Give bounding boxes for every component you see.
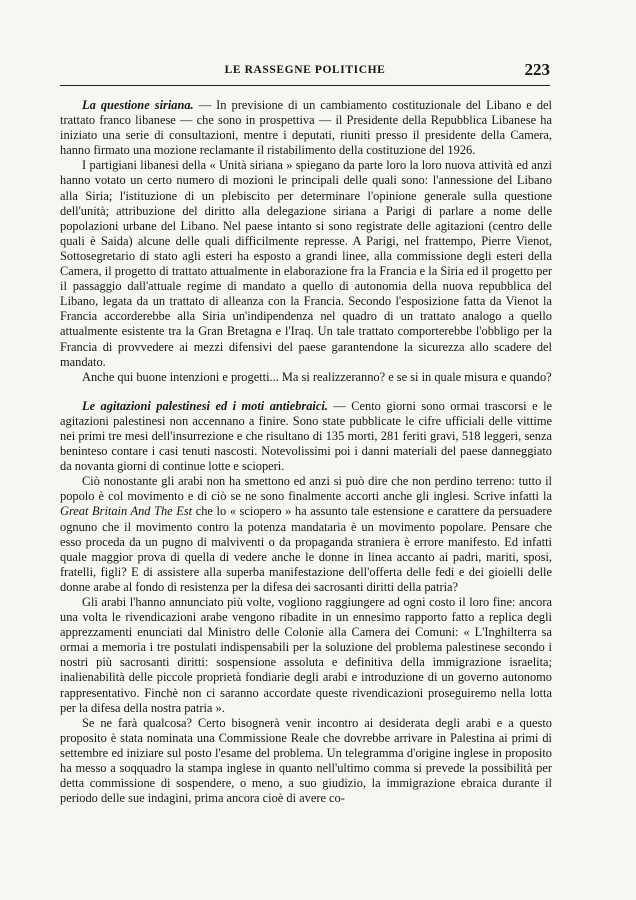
page-header	[60, 60, 550, 82]
paragraph	[60, 399, 552, 474]
paragraph: I partigiani libanesi della « Unità siriana » spiegano da parte loro la loro nuova attività ed anzi hanno votato un certo numero di mozioni le principali delle quali sono: l'annessione del Libano alla Siria; l'istituzione di un plebiscito per determinare l'opinione generale sulla questione dell'unità; attribuzione del diritto alla delegazione siriana a Parigi di parlare a nome delle popolazioni urbane del Libano. Nel paese intanto si sono registrate delle agitazioni (centro delle quali è Saida) alcune delle quali difficilmente represse. A Parigi, nel frattempo, Pierre Vienot, Sottosegretario di stato agli esteri ha esposto a grandi linee, alla commissione degli esteri della Camera, il progetto di trattato attualmente in elaborazione fra la Francia e la Siria ed il progetto per il passaggio dall'attuale regime di mandato a quello di autonomia della nuova repubblica del Libano, legata da un trattato di alleanza con la Francia. Secondo l'esposizione fatta da Vienot la Francia accorderebbe alla Siria un'indipendenza nel quadro di un trattato analogo a quello attualmente esistente tra la Gran Bretagna e l'Iraq. Un tale trattato comporterebbe l'obbligo per la Francia di provvedere ai mezzi difensivi del paese garantendone la sicurezza allo scadere del mandato.	[60, 158, 552, 369]
paragraph: Gli arabi l'hanno annunciato più volte, vogliono raggiungere ad ogni costo il loro fine: ancora una volta le rivendicazioni arabe vengono ribadite in un ennesimo rapporto fatto a replica degli apprezzamenti enunciati dal Ministro delle Colonie alla Camera dei Comuni: « L'Inghilterra sa ormai a memoria i tre postulati indispensabili per la soluzione del problema palestinese secondo i nostri più sacrosanti diritti: sospensione assoluta e definitiva della immigrazione israelita; inalienabilità delle piccole proprietà fondiarie degli arabi e introduzione di un governo autonomo rappresentativo. Finchè non ci saranno accordate queste rivendicazioni proseguiremo nella lotta per la difesa della nostra patria ».	[60, 595, 552, 715]
paragraph-text: — In previsione di un cambiamento costituzionale del Libano e del trattato franco libanese — che sono in prospettiva — il Presidente della Repubblica Libanese ha iniziato una serie di consultazioni, mentre i deputati, riuniti presso il presidente della Camera, hanno firmato una mozione reclamante il ristabilimento della costituzione del 1926.	[60, 98, 552, 158]
article-body	[60, 98, 552, 806]
paragraph-text: che lo « sciopero » ha assunto tale estensione e carattere da persuadere ognuno che il movimento contro la potenza mandataria è un movimento popolare. Pensare che esso proceda da un pugno di malviventi o da propaganda straniera è errore manifesto. Ed infatti quale maggior prova di quella di vedere anche le donne in linea accanto ai padri, mariti, sposi, fratelli, figli? E di assistere alla superba manifestazione dell'offerta delle fedi e dei gioielli delle donne arabe al fondo di resistenza per la difesa dei sacrosanti diritti della patria?	[60, 504, 552, 594]
section-title-palestine: Le agitazioni palestinesi ed i moti antiebraici.	[82, 398, 328, 413]
paragraph: Se ne farà qualcosa? Certo bisognerà venir incontro ai desiderata degli arabi e a questo proposito è stata nominata una Commissione Reale che dovrebbe arrivare in Palestina ai primi di settembre ed iniziare sul posto l'esame del problema. Un telegramma d'origine inglese in proposito ha messo a soqquadro la stampa inglese in quanto nell'ultimo comma si prevede la possibilità per detta commissione di sospendere, o meno, a suo giudizio, la immigrazione ebraica durante il periodo delle sue indagini, prima ancora cioè di avere co-	[60, 715, 552, 806]
paragraph: Anche qui buone intenzioni e progetti... Ma si realizzeranno? e se si in quale misura e quando?	[82, 369, 552, 384]
publication-title: Great Britain And The Est	[60, 504, 193, 519]
running-title: LE RASSEGNE POLITICHE	[224, 64, 386, 76]
page-number: 223	[524, 60, 550, 79]
paragraph-text: Ciò nonostante gli arabi non ha smettono ed anzi si può dire che non perdino terreno: tutto il popolo è col movimento e di ciò se ne sono finalmente accorti anche gli inglesi. Scrive infatti la	[60, 474, 552, 504]
section-gap	[60, 385, 552, 399]
paragraph	[60, 474, 552, 595]
paragraph	[60, 98, 552, 158]
section-title-syria: La questione siriana.	[82, 98, 194, 112]
paragraph-text: — Cento giorni sono ormai trascorsi e le agitazioni palestinesi non accennano a finire. Sono state pubblicate le cifre ufficiali delle vittime nei primi tre mesi dell'insurrezione e che risultano di 135 morti, 281 feriti gravi, 518 leggeri, senza beninteso contare i casi tenuti nascosti. Notevolissimi poi i danni materiali del paese danneggiato da novanta giorni di continue lotte e scioperi.	[60, 398, 553, 474]
header-rule	[60, 85, 550, 86]
